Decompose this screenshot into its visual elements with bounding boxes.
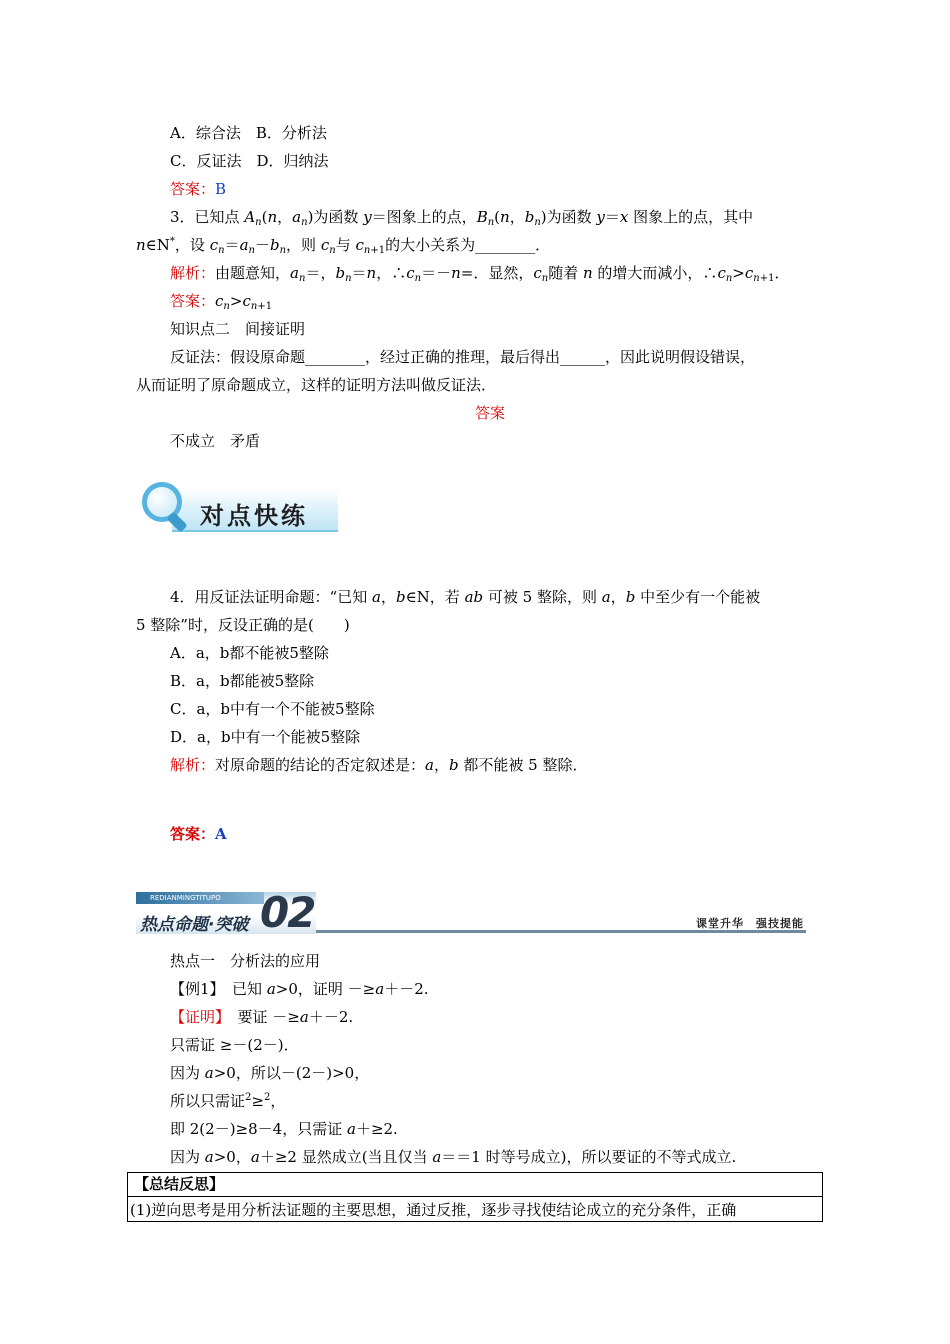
q4-option-b: B．a，b都能被5整除 bbox=[170, 672, 315, 690]
hot1-title: 热点一 分析法的应用 bbox=[170, 952, 321, 970]
proof-line3: 因为 a>0，所以－(2－)>0， bbox=[170, 1064, 370, 1082]
q4-option-c: C．a，b中有一个不能被5整除 bbox=[170, 700, 375, 718]
banner2-title: 热点命题·突破 bbox=[140, 915, 249, 935]
q3-line1: 3．已知点 $A_n(n$，$a_n$)为函数 y＝图象上的点，$B_n(n$，$b_n$)为函数 y＝x 图象上的点，其中 bbox=[170, 208, 754, 228]
kp2-title: 知识点二 间接证明 bbox=[170, 320, 306, 338]
q3-blank: ________ bbox=[475, 236, 536, 254]
example1: 【例1】 已知 a>0，证明 －≥a＋－2. bbox=[170, 980, 429, 998]
q4-answer-label: 答案： bbox=[170, 825, 216, 843]
proof-line2: 只需证 ≥－(2－)． bbox=[170, 1036, 299, 1054]
summary-head: 【总结反思】 bbox=[134, 1175, 225, 1193]
banner2-strip: REDIANMINGTITUPO bbox=[136, 892, 264, 904]
summary-body: (1)逆向思考是用分析法证题的主要思想，通过反推，逐步寻找使结论成立的充分条件，正确 bbox=[130, 1201, 737, 1219]
kp2-line2: 从而证明了原命题成立，这样的证明方法叫做反证法． bbox=[136, 376, 497, 394]
banner2-right-text: 课堂升华 强技提能 bbox=[696, 917, 804, 930]
q2-options-line1: A．综合法 B．分析法 bbox=[170, 124, 327, 142]
q4-option-d: D．a，b中有一个能被5整除 bbox=[170, 728, 361, 746]
q2-answer-value: B bbox=[215, 180, 227, 198]
q3-analysis-label: 解析： bbox=[170, 264, 216, 282]
banner-title: 对点快练 bbox=[200, 502, 308, 530]
example1-label: 【例1】 bbox=[170, 980, 218, 998]
q4-line1: 4．用反证法证明命题：“已知 a，b∈N，若 ab 可被 5 整除，则 a，b 中至少有一个能被 bbox=[170, 588, 761, 606]
proof-label: 【证明】 bbox=[170, 1008, 223, 1026]
section-banner-hot-topics bbox=[136, 888, 806, 937]
kp2-line1: 反证法：假设原命题________，经过正确的推理，最后得出______，因此说明假设错误， bbox=[170, 348, 756, 366]
q3-answer-label: 答案： bbox=[170, 292, 216, 310]
kp2-blank1: ________ bbox=[305, 348, 366, 366]
proof-line1: 【证明】 要证 －≥a＋－2. bbox=[170, 1008, 354, 1026]
proof-line6: 因为 a>0，a＋≥2 显然成立(当且仅当 a＝＝1 时等号成立)，所以要证的不等式成立. bbox=[170, 1148, 737, 1166]
section-banner-practice bbox=[136, 478, 340, 534]
q4-option-a: A．a，b都不能被5整除 bbox=[170, 644, 329, 662]
q2-answer bbox=[170, 179, 226, 199]
banner2-number: 02 bbox=[260, 888, 315, 937]
kp2-answer-heading: 答案 bbox=[475, 404, 506, 422]
proof-line4: 所以只需证$^2$≥$^2$， bbox=[170, 1092, 286, 1110]
q4-answer-value: A bbox=[215, 825, 227, 843]
kp2-blank2: ______ bbox=[560, 348, 606, 366]
q4-line2: 5 整除”时，反设正确的是( ) bbox=[136, 616, 350, 634]
q2-answer-label: 答案： bbox=[170, 180, 216, 198]
q4-analysis: 解析：对原命题的结论的否定叙述是：a，b 都不能被 5 整除． bbox=[170, 756, 588, 774]
summary-divider bbox=[128, 1196, 822, 1197]
q3-analysis: 解析：由题意知，$a_n=$，$b_n=n$，$\therefore c_n=-n=$．显然，$c_n$随着 n 的增大而减小，$\therefore c_n>c_{n+1}$． bbox=[170, 264, 790, 284]
q3-line2: n∈N*，设 $c_n=a_n-b_n$，则 $c_n$与 $c_{n+1}$的大小关系为________． bbox=[136, 236, 551, 256]
kp2-answer-text: 不成立 矛盾 bbox=[170, 432, 261, 450]
q3-answer: 答案：$c_n>c_{n+1}$ bbox=[170, 292, 273, 312]
summary-box bbox=[127, 1172, 823, 1222]
q4-analysis-label: 解析： bbox=[170, 756, 216, 774]
q2-options-line2: C．反证法 D．归纳法 bbox=[170, 152, 329, 170]
q4-answer bbox=[170, 824, 227, 844]
proof-line5: 即 2(2－)≥8－4，只需证 a＋≥2. bbox=[170, 1120, 398, 1138]
